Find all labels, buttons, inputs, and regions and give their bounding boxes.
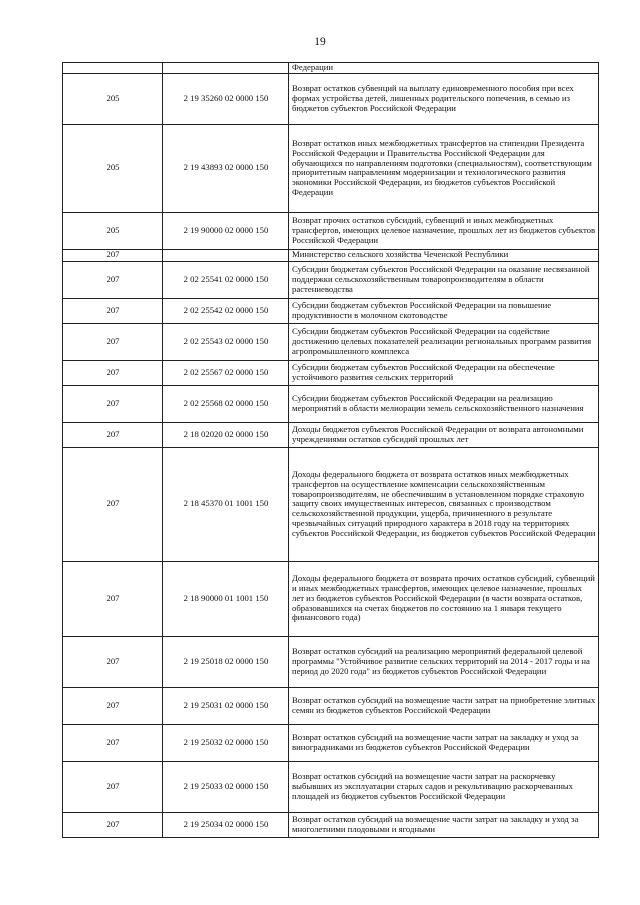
admin-code-cell: 207 — [63, 724, 163, 761]
admin-code-cell: 207 — [63, 298, 163, 323]
revenue-name-cell: Возврат остатков иных межбюджетных трансфертов на стипендии Президента Российской Федерации и Правительства Российской Федерации для обучающихся по направлениям подготовки (специальностям), соответствующим приоритетным направлениям модернизации и технологического развития экономики Российской Федерации, из бюджетов субъектов Российской Федерации — [289, 124, 599, 212]
revenue-code-cell: 2 19 35260 02 0000 150 — [163, 73, 289, 124]
admin-code-cell: 207 — [63, 249, 163, 261]
revenue-name-cell: Субсидии бюджетам субъектов Российской Федерации на повышение продуктивности в молочном скотоводстве — [289, 298, 599, 323]
admin-code-cell: 207 — [63, 812, 163, 837]
revenue-code-cell: 2 19 25034 02 0000 150 — [163, 812, 289, 837]
table-row — [63, 360, 599, 385]
table-row — [63, 261, 599, 298]
admin-code-cell: 205 — [63, 73, 163, 124]
admin-code-cell: 207 — [63, 261, 163, 298]
table-row — [63, 298, 599, 323]
table-row — [63, 63, 599, 74]
revenue-code-cell: 2 02 25541 02 0000 150 — [163, 261, 289, 298]
table-row — [63, 687, 599, 724]
revenue-code-cell: 2 19 25031 02 0000 150 — [163, 687, 289, 724]
table-row — [63, 323, 599, 360]
revenue-name-cell: Субсидии бюджетам субъектов Российской Федерации на содействие достижению целевых показателей реализации региональных программ развития агропромышленного комплекса — [289, 323, 599, 360]
revenue-code-cell: 2 19 25018 02 0000 150 — [163, 636, 289, 687]
revenue-name-cell: Возврат остатков субсидий на возмещение части затрат на закладку и уход за многолетними плодовыми и ягодными — [289, 812, 599, 837]
revenue-name-cell: Министерство сельского хозяйства Чеченской Республики — [289, 249, 599, 261]
admin-code-cell: 207 — [63, 447, 163, 561]
admin-code-cell — [63, 63, 163, 74]
page-number: 19 — [314, 36, 326, 48]
table-row — [63, 724, 599, 761]
admin-code-cell: 205 — [63, 212, 163, 249]
revenue-code-cell — [163, 63, 289, 74]
table-row — [63, 73, 599, 124]
revenue-name-cell: Доходы федерального бюджета от возврата остатков иных межбюджетных трансфертов на осуществление компенсации сельскохозяйственным товаропроизводителям, не обеспечившим в установленном порядке страховую защиту своих имущественных интересов, связанных с производством сельскохозяйственной продукции, ущерба, причиненного в результате чрезвычайных ситуаций природного характера в 2018 году на территориях субъектов Российской Федерации, из бюджетов субъектов Российской Федерации — [289, 447, 599, 561]
revenue-code-cell: 2 02 25568 02 0000 150 — [163, 385, 289, 422]
revenue-name-cell: Возврат остатков субсидий на реализацию мероприятий федеральной целевой программы "Устойчивое развитие сельских территорий на 2014 - 2017 годы и на период до 2020 года" из бюджетов субъектов Российской Федерации — [289, 636, 599, 687]
revenue-code-cell: 2 02 25567 02 0000 150 — [163, 360, 289, 385]
admin-code-cell: 207 — [63, 761, 163, 812]
revenue-name-cell: Возврат прочих остатков субсидий, субвенций и иных межбюджетных трансфертов, имеющих целевое назначение, прошлых лет из бюджетов субъектов Российской Федерации — [289, 212, 599, 249]
admin-code-cell: 207 — [63, 422, 163, 447]
table-row — [63, 249, 599, 261]
revenue-code-cell: 2 02 25543 02 0000 150 — [163, 323, 289, 360]
table-row — [63, 385, 599, 422]
admin-code-cell: 207 — [63, 360, 163, 385]
revenue-name-cell: Возврат остатков субвенций на выплату единовременного пособия при всех формах устройства детей, лишенных родительского попечения, в семью из бюджетов субъектов Российской Федерации — [289, 73, 599, 124]
revenue-code-cell: 2 02 25542 02 0000 150 — [163, 298, 289, 323]
table-row — [63, 561, 599, 636]
revenue-code-cell: 2 19 43893 02 0000 150 — [163, 124, 289, 212]
revenue-name-cell: Доходы бюджетов субъектов Российской Федерации от возврата автономными учреждениями остатков субсидий прошлых лет — [289, 422, 599, 447]
revenue-name-cell: Федерации — [289, 63, 599, 74]
revenue-name-cell: Субсидии бюджетам субъектов Российской Федерации на оказание несвязанной поддержки сельскохозяйственным товаропроизводителям в области растениеводства — [289, 261, 599, 298]
revenue-code-cell: 2 18 45370 01 1001 150 — [163, 447, 289, 561]
budget-classification-table — [62, 62, 599, 838]
revenue-name-cell: Возврат остатков субсидий на возмещение части затрат на приобретение элитных семян из бюджетов субъектов Российской Федерации — [289, 687, 599, 724]
admin-code-cell: 207 — [63, 687, 163, 724]
revenue-code-cell: 2 18 02020 02 0000 150 — [163, 422, 289, 447]
revenue-name-cell: Субсидии бюджетам субъектов Российской Федерации на реализацию мероприятий в области мелиорации земель сельскохозяйственного назначения — [289, 385, 599, 422]
revenue-code-cell: 2 18 90000 01 1001 150 — [163, 561, 289, 636]
table-row — [63, 636, 599, 687]
table-row — [63, 447, 599, 561]
table-row — [63, 812, 599, 837]
revenue-code-cell: 2 19 25033 02 0000 150 — [163, 761, 289, 812]
revenue-name-cell: Субсидии бюджетам субъектов Российской Федерации на обеспечение устойчивого развития сельских территорий — [289, 360, 599, 385]
revenue-code-cell: 2 19 25032 02 0000 150 — [163, 724, 289, 761]
admin-code-cell: 207 — [63, 636, 163, 687]
revenue-name-cell: Возврат остатков субсидий на возмещение части затрат на раскорчевку выбывших из эксплуатации старых садов и рекультивацию раскорчеванных площадей из бюджетов субъектов Российской Федерации — [289, 761, 599, 812]
table-row — [63, 212, 599, 249]
admin-code-cell: 207 — [63, 323, 163, 360]
table-row — [63, 761, 599, 812]
table-row — [63, 124, 599, 212]
admin-code-cell: 207 — [63, 561, 163, 636]
admin-code-cell: 205 — [63, 124, 163, 212]
revenue-name-cell: Возврат остатков субсидий на возмещение части затрат на закладку и уход за виноградниками из бюджетов субъектов Российской Федерации — [289, 724, 599, 761]
revenue-name-cell: Доходы федерального бюджета от возврата прочих остатков субсидий, субвенций и иных межбюджетных трансфертов, имеющих целевое назначение, прошлых лет из бюджетов субъектов Российской Федерации (в части возврата остатков, образовавшихся на счетах бюджетов по состоянию на 1 января текущего финансового года) — [289, 561, 599, 636]
revenue-code-cell — [163, 249, 289, 261]
table-row — [63, 422, 599, 447]
revenue-code-cell: 2 19 90000 02 0000 150 — [163, 212, 289, 249]
admin-code-cell: 207 — [63, 385, 163, 422]
